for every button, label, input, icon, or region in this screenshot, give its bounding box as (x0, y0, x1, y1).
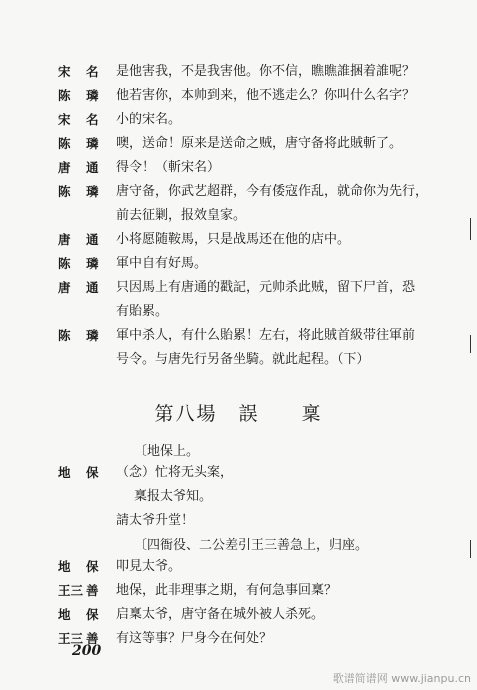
dialogue-continuation: 有貽累。 (116, 304, 169, 319)
margin-mark (470, 540, 471, 558)
dialogue-text: 地保，此非理事之期，有何急事回稟？ (116, 583, 338, 598)
margin-mark (470, 335, 471, 353)
dialogue-text: 他若害你，本帅到来，他不逃走么？你叫什么名字？ (116, 88, 416, 103)
page-number: 200 (72, 643, 102, 659)
dialogue-text: 是他害我，不是我害他。你不信，瞧瞧誰捆着誰呢？ (116, 64, 416, 79)
dialogue-text: 有这等事？尸身今在何处？ (116, 631, 273, 646)
watermark: 歌谱简谱网 www.jianpu.cn (332, 672, 471, 685)
dialogue-text: （念）忙将无头案， (116, 465, 234, 480)
dialogue-continuation: 前去征剿，报效皇家。 (116, 208, 247, 223)
scene-title: 第八場 誤 稟 (154, 403, 323, 425)
dialogue-text: 只因馬上有唐通的戳記，元帅杀此贼，留下尸首，恐 (116, 280, 416, 295)
dialogue-text: 軍中杀人，有什么貽累！左右，将此賊首級带往軍前 (116, 328, 416, 343)
dialogue-text: 軍中自有好馬。 (116, 256, 208, 271)
dialogue-continuation: 稟报太爷知。 (134, 489, 213, 504)
dialogue-text: 小的宋名。 (116, 112, 182, 127)
stage-direction: 〔四衙役、二公差引王三善急上，归座。 (134, 538, 369, 553)
dialogue-text: 叩見太爷。 (116, 559, 182, 574)
dialogue-text: 得令！（斬宋名） (116, 160, 221, 175)
stage-direction: 〔地保上。 (134, 444, 200, 459)
dialogue-text: 小将愿随鞍馬，只是战馬还在他的店中。 (116, 232, 351, 247)
dialogue-text: 唐守备，你武艺超群，今有倭寇作乱，就命你为先行， (116, 184, 429, 199)
margin-mark (470, 218, 471, 240)
dialogue-continuation: 号令。与唐先行另备坐騎。就此起程。（下） (116, 352, 370, 367)
dialogue-text: 噢，送命！原来是送命之贼，唐守备将此賊斬了。 (116, 136, 403, 151)
dialogue-continuation: 請太爷升堂！ (116, 513, 195, 528)
document-page: 宋 名 是他害我，不是我害他。你不信，瞧瞧誰捆着誰呢？ 陈 璘 他若害你，本帅到来，他不逃走么？你叫什么名字？ 宋 名 小的宋名。 陈 璘 噢，送命！原来是送命之贼，唐守备将此賊斬了。 唐 通 得令！（斬宋名） 陈 璘 唐守备，你武艺超群，今有倭寇作乱，就命你为先行， 前去征剿，报效皇家。 唐 通 小将愿随鞍馬，只是战馬还在他的店中。 陈 璘 軍中自有好馬。 唐 通 只因馬上有唐通的戳記，元帅杀此贼，留下尸首，恐 有貽累。 陈 璘 軍中杀人，有什么貽累！左右，将此賊首級带往軍前 号令。与唐先行另备坐騎。就此起程。（下） 第八場 誤 稟 〔地保上。 地 保 （念）忙将无头案， 稟报太爷知。 請太爷升堂！ 〔四衙役、二公差引王三善急上，归座。 地 保 叩見太爷。 王三 善 地保，此非理事之期，有何急事回稟？ 地 保 启稟太爷，唐守备在城外被人杀死。 王三 善 有这等事？尸身今在何处？ 200 歌谱简谱网 www.jianpu.cn (0, 0, 477, 690)
dialogue-text: 启稟太爷，唐守备在城外被人杀死。 (116, 607, 325, 622)
